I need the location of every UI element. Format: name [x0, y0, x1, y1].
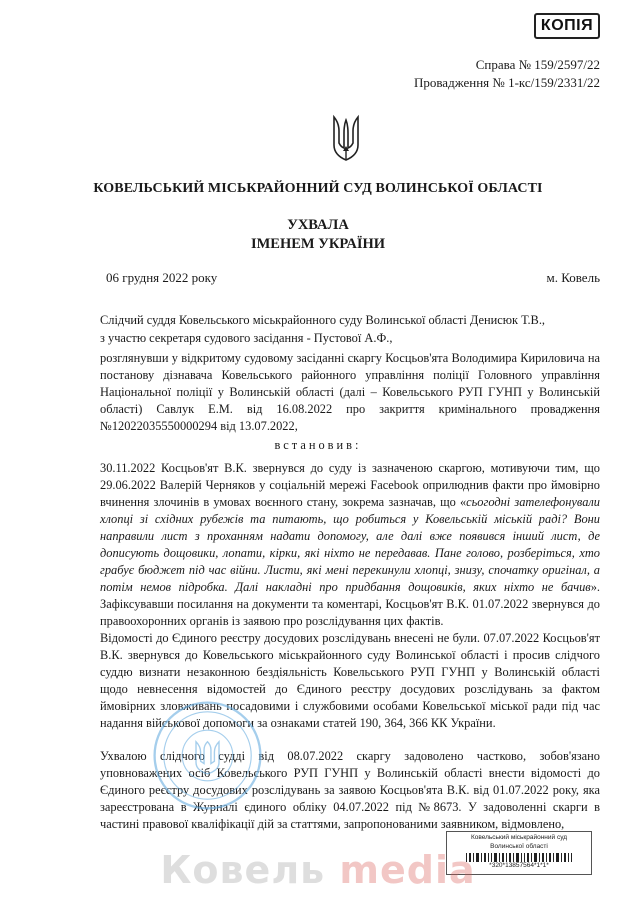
judge-paragraph: Слідчий суддя Ковельського міськрайонного суду Волинської області Денисюк Т.В.,: [100, 313, 546, 327]
case-info: [414, 56, 600, 92]
document-date: 06 грудня 2022 року: [106, 270, 218, 285]
document-city: м. Ковель: [546, 270, 600, 285]
body-paragraph-1: [100, 460, 600, 630]
copy-stamp-region: Волинської області: [490, 842, 548, 850]
copy-stamp-code: *320*13857564*1*1*: [489, 862, 549, 869]
copy-stamp-court: Ковельський міськрайонний суд: [470, 834, 568, 841]
document-type-title: УХВАЛА: [287, 217, 349, 233]
court-seal-stamp: [150, 698, 265, 813]
facebook-quote: сьогодні зателефонували хлопці зі східних рубежів та питають, що робиться у Ковельській міській раді? Вони направили лист з проханням надати допомогу, але далі вже появився інший лист, де дописують дощовики, лопати, кірки, які ніхто не передавав. Пане голово, розберіться, хто грабує бюджет під час війни. Листи, які мені перекинули хлопці, знизу, спочатку оригінал, а потім немов підробка. Далі накладні про придбання дощовиків, яких ніхто не бачив: [100, 495, 600, 594]
secretary-paragraph: з участю секретаря судового засідання - Пустової А.Ф.,: [100, 331, 393, 345]
body-paragraph-1-start: 30.11.2022 Косцьов'ят В.К. звернувся до суду із зазначеною скаргою, мотивуючи тим, що 29.06.2022 Валерій Черняков у соціальній мережі Facebook оприлюднив факти про ймовірно вчинення злочинів в умовах воєнного стану, зокрема зазначав, що «: [100, 461, 600, 509]
body-paragraph-1-end: ». Зафіксувавши посилання на документи та коментарі, Косцьов'ят В.К. 01.07.2022 звернувся до правоохоронних органів із заявою про розслідування цих фактів.: [100, 580, 600, 628]
court-name: КОВЕЛЬСЬКИЙ МІСЬКРАЙОННИЙ СУД ВОЛИНСЬКОЇ ОБЛАСТІ: [93, 181, 543, 196]
document-type: [0, 216, 636, 254]
established-heading: встановив:: [274, 438, 362, 452]
watermark-part-1: Ковель: [160, 848, 340, 892]
body-paragraph-3: Ухвалою слідчого судді від 08.07.2022 скаргу задоволено частково, зобов'язано уповноважених осіб Ковельського РУП ГУНП у Волинській області внести відомості до Єдиного реєстру досудових розслідувань за заявою Косцьов'ята В.К. від 01.07.2022 року, яка зареєстрована в Журналі єдиного обліку 04.07.2022 під №8673. У задоволенні скарги в частині правової кваліфікації дій за статтями, запропонованими заявником, відмовлено,: [100, 749, 600, 831]
trident-emblem-icon: [331, 113, 361, 163]
proceeding-number: Провадження № 1-кс/159/2331/22: [413, 75, 600, 90]
body-paragraph-2: Відомості до Єдиного реєстру досудових розслідувань внесені не були. 07.07.2022 Косцьов'ят В.К. звернувся до Ковельського міськрайонного суду Волинської області і просив слідчого суддю визнати незаконною бездіяльність Ковельського РУП ГУНП у Волинській області щодо невнесення відомостей до Єдиного реєстру досудових розслідувань за фактом ймовірних зловживань посадовими і службовими особами Ковельської міської ради під час надання військової допомоги за ознаками статей 190, 364, 366 КК України.: [100, 631, 600, 730]
document-type-subtitle: ІМЕНЕМ УКРАЇНИ: [250, 236, 386, 252]
case-number: Справа № 159/2597/22: [475, 57, 600, 72]
watermark: [0, 848, 636, 892]
watermark-part-2: media: [339, 848, 476, 892]
copy-stamp-label: КОПІЯ: [534, 13, 600, 39]
considered-paragraph: розглянувши у відкритому судовому засіданні скаргу Косцьов'ята Володимира Кириловича на постанову дізнавача Ковельського районного управління поліції Головного управління Національної поліції у Волинській області (далі – Ковельського РУП ГУНП у Волинській області) Савлук Е.М. від 16.08.2022 про закриття кримінального провадження №12022035550000294 від 13.07.2022,: [100, 351, 600, 433]
